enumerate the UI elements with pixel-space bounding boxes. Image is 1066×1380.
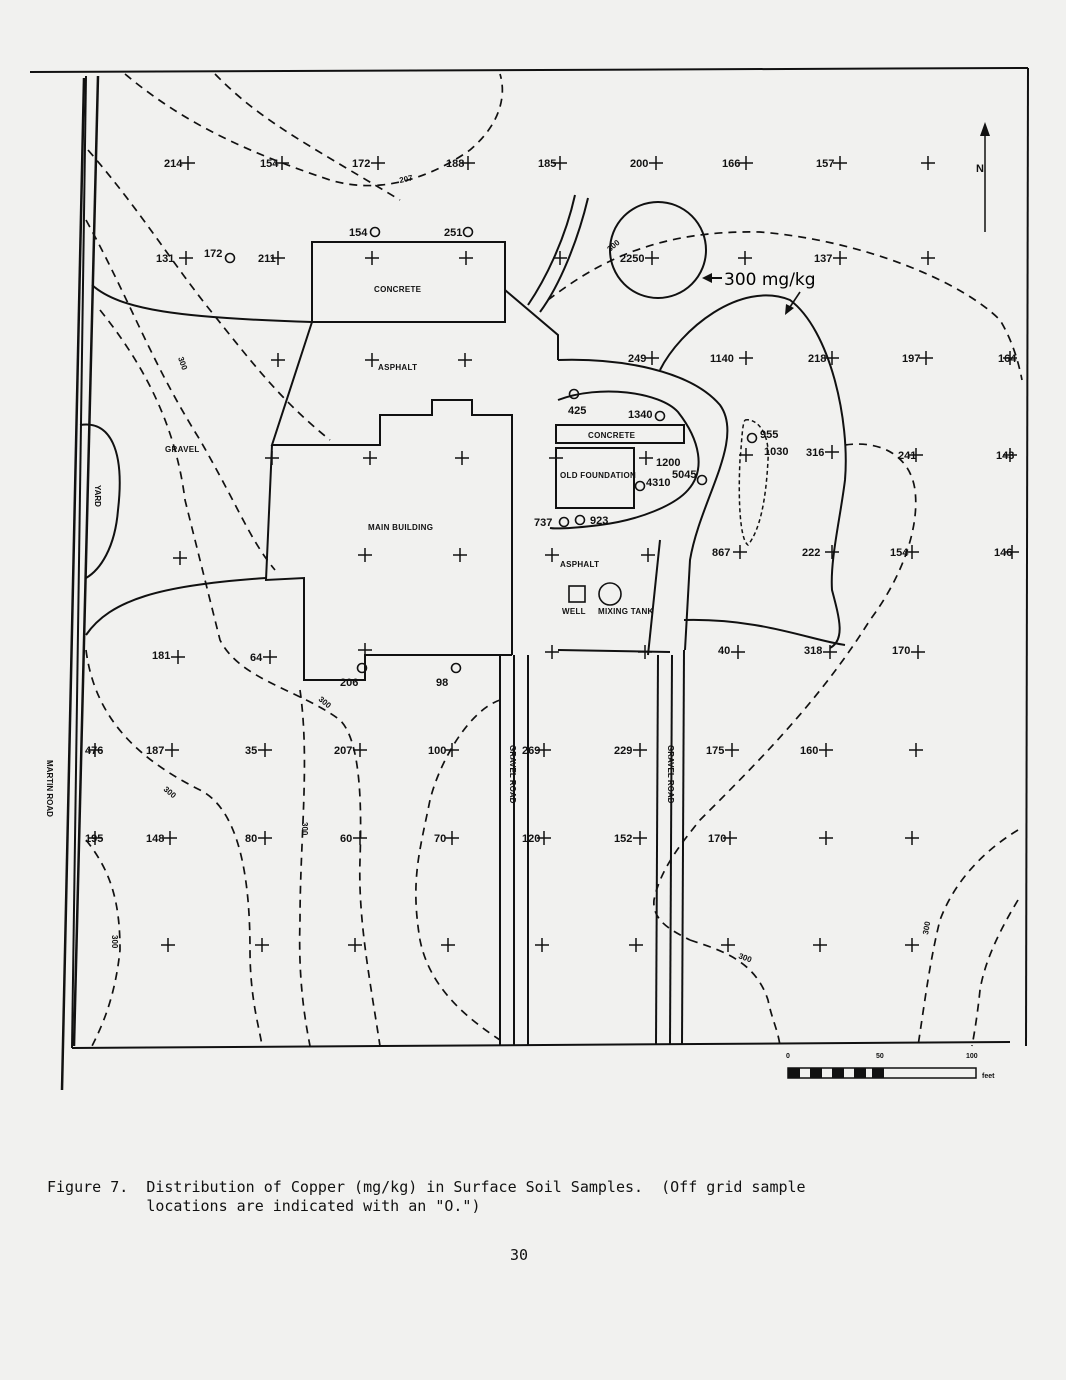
sample-marker: [629, 938, 643, 952]
sample-marker: [549, 451, 563, 465]
area-label-yard: YARD: [93, 485, 102, 507]
sample-value-label: 170: [708, 833, 727, 845]
sample-value-label: 318: [804, 645, 823, 657]
sample-marker: [258, 831, 272, 845]
sample-marker: [638, 645, 652, 659]
sample-marker: [453, 548, 467, 562]
offgrid-sample-marker: [452, 664, 461, 673]
sample-value-label: 160: [800, 745, 819, 757]
area-label-well: WELL: [562, 607, 586, 616]
sample-marker: [363, 451, 377, 465]
sample-value-label: 35: [245, 745, 258, 757]
contour-label: 300: [300, 822, 309, 836]
site-outlines: [80, 195, 846, 1046]
area-label-main-building: MAIN BUILDING: [368, 523, 434, 532]
offgrid-sample-marker: [464, 228, 473, 237]
martin-road-label: MARTIN ROAD: [45, 760, 54, 817]
sample-value-label: 164: [998, 353, 1017, 365]
sample-value-label: 206: [340, 677, 359, 689]
sample-marker: [819, 831, 833, 845]
sample-marker: [365, 353, 379, 367]
sample-value-label: 40: [718, 645, 731, 657]
sample-marker: [633, 831, 647, 845]
sample-value-label: 181: [152, 650, 171, 662]
scale-bar: [786, 1053, 995, 1080]
page-number: 30: [510, 1246, 529, 1264]
sample-marker: [265, 451, 279, 465]
sample-marker: [371, 156, 385, 170]
sample-marker: [921, 251, 935, 265]
area-label-concrete: CONCRETE: [374, 285, 422, 294]
sample-marker: [641, 548, 655, 562]
sample-value-label: 955: [760, 429, 779, 441]
sample-value-label: 188: [446, 158, 465, 170]
sample-value-label: 146: [994, 547, 1013, 559]
offgrid-sample-marker: [656, 412, 665, 421]
sample-layer: [85, 156, 1019, 952]
sample-value-label: 154: [349, 227, 368, 239]
sample-marker: [365, 251, 379, 265]
sample-value-label: 195: [85, 833, 104, 845]
north-arrow: [976, 122, 990, 232]
sample-marker: [919, 351, 933, 365]
sample-marker: [163, 831, 177, 845]
sample-marker: [645, 251, 659, 265]
contour-label-group: [110, 173, 932, 964]
sample-value-label: 187: [146, 745, 165, 757]
sample-value-label: 120: [522, 833, 541, 845]
contour-label: 207: [398, 173, 414, 185]
sample-value-label: 1140: [710, 353, 734, 365]
sample-value-label: 64: [250, 652, 263, 664]
sample-marker: [639, 451, 653, 465]
sample-marker: [358, 548, 372, 562]
mixing-tank-symbol: [599, 583, 621, 605]
well-and-tank-symbols: [569, 583, 621, 605]
sample-marker: [721, 938, 735, 952]
sample-marker: [921, 156, 935, 170]
sample-value-label: 737: [534, 517, 553, 529]
sample-marker: [725, 743, 739, 757]
sample-value-label: 241: [898, 450, 917, 462]
sample-value-label: 170: [892, 645, 911, 657]
contour-callout-label: 300 mg/kg: [724, 270, 816, 290]
sample-value-label: 157: [816, 158, 835, 170]
sample-value-label: 137: [814, 253, 833, 265]
sample-marker: [545, 548, 559, 562]
sample-value-label: 131: [156, 253, 175, 265]
sample-marker: [909, 743, 923, 757]
scale-tick-100: 100: [966, 1053, 978, 1060]
sample-value-label: 80: [245, 833, 258, 845]
sample-marker: [633, 743, 647, 757]
sample-marker: [348, 938, 362, 952]
sample-marker: [353, 831, 367, 845]
offgrid-sample-marker: [226, 254, 235, 263]
sample-value-label: 166: [722, 158, 741, 170]
sample-value-label: 229: [614, 745, 633, 757]
sample-marker: [833, 156, 847, 170]
area-label-mixing-tank: MIXING TANK: [598, 607, 654, 616]
sample-value-label: 4310: [646, 477, 671, 489]
sample-value-label: 60: [340, 833, 353, 845]
sample-marker: [271, 353, 285, 367]
sample-marker: [263, 650, 277, 664]
sample-value-label: 218: [808, 353, 827, 365]
area-label-gravel-road-1: GRAVEL ROAD: [508, 745, 517, 804]
sample-value-label: 476: [85, 745, 104, 757]
contour-label: 300: [316, 694, 333, 711]
sample-value-label: 425: [568, 405, 587, 417]
sample-marker: [825, 545, 839, 559]
sample-value-label: 269: [522, 745, 541, 757]
sample-marker: [649, 156, 663, 170]
sample-value-label: 222: [802, 547, 821, 559]
sample-value-label: 207: [334, 745, 353, 757]
sample-marker: [911, 645, 925, 659]
scale-tick-0: 0: [786, 1053, 790, 1060]
sample-value-label: 152: [614, 833, 633, 845]
scale-unit: feet: [982, 1073, 995, 1080]
sample-marker: [173, 551, 187, 565]
sample-marker: [645, 351, 659, 365]
area-label-asphalt: ASPHALT: [378, 363, 418, 372]
sample-marker: [441, 938, 455, 952]
sample-marker: [179, 251, 193, 265]
sample-marker: [819, 743, 833, 757]
sample-marker: [825, 445, 839, 459]
sample-marker: [813, 938, 827, 952]
sample-value-label: 249: [628, 353, 647, 365]
well-symbol: [569, 586, 585, 602]
sample-marker: [165, 743, 179, 757]
sample-marker: [458, 353, 472, 367]
sample-marker: [455, 451, 469, 465]
sample-marker: [171, 650, 185, 664]
sample-value-label: 172: [204, 248, 223, 260]
sample-value-label: 175: [706, 745, 725, 757]
sample-value-label: 867: [712, 547, 731, 559]
figure-caption: [47, 1178, 1007, 1216]
sample-marker: [823, 645, 837, 659]
sample-marker: [445, 831, 459, 845]
scale-tick-50: 50: [876, 1053, 884, 1060]
sample-marker: [825, 351, 839, 365]
sample-value-label: 100: [428, 745, 447, 757]
sample-marker: [161, 938, 175, 952]
contour-label: 300: [176, 355, 190, 372]
offgrid-sample-marker: [698, 476, 707, 485]
sample-marker: [739, 351, 753, 365]
sample-marker: [738, 251, 752, 265]
sample-marker: [258, 743, 272, 757]
caption-text: Distribution of Copper (mg/kg) in Surface Soil Samples. (Off grid sample locations are indicated with an "O."): [146, 1178, 806, 1215]
sample-marker: [353, 743, 367, 757]
sample-value-label: 148: [146, 833, 165, 845]
contour-label: 300: [605, 238, 622, 254]
caption-label: Figure 7.: [47, 1178, 129, 1196]
sample-value-label: 211: [258, 253, 276, 265]
sample-marker: [459, 251, 473, 265]
sample-value-label: 316: [806, 447, 825, 459]
north-label: N: [976, 163, 984, 175]
sample-value-label: 154: [890, 547, 909, 559]
sample-value-label: 197: [902, 353, 921, 365]
sample-marker: [535, 938, 549, 952]
sample-marker: [181, 156, 195, 170]
area-label-gravel: GRAVEL: [165, 445, 200, 454]
contour-label: 300: [161, 784, 178, 801]
sample-marker: [739, 156, 753, 170]
sample-marker: [545, 645, 559, 659]
offgrid-sample-marker: [748, 434, 757, 443]
sample-value-label: 154: [260, 158, 279, 170]
area-label-concrete-small: CONCRETE: [588, 431, 636, 440]
area-label-old-foundation: OLD FOUNDATION: [560, 471, 637, 480]
offgrid-sample-marker: [371, 228, 380, 237]
sample-marker: [255, 938, 269, 952]
sample-value-label: 1200: [656, 457, 681, 469]
contour-label: 300: [921, 920, 933, 936]
sample-marker: [733, 545, 747, 559]
contour-label: 300: [110, 935, 119, 949]
area-label-asphalt-mid: ASPHALT: [560, 560, 600, 569]
sample-value-label: 2250: [620, 253, 645, 265]
sample-marker: [731, 645, 745, 659]
offgrid-sample-marker: [560, 518, 569, 527]
sample-value-label: 5045: [672, 469, 697, 481]
sample-marker: [833, 251, 847, 265]
sample-value-label: 1030: [764, 446, 789, 458]
sample-value-label: 923: [590, 515, 609, 527]
offgrid-sample-marker: [576, 516, 585, 525]
martin-road: [62, 76, 98, 1090]
sample-marker: [905, 938, 919, 952]
sample-value-label: 200: [630, 158, 649, 170]
sample-value-label: 172: [352, 158, 371, 170]
sample-marker: [739, 448, 753, 462]
sample-value-label: 214: [164, 158, 183, 170]
contour-lines: [86, 74, 1022, 1046]
sample-marker: [905, 831, 919, 845]
sample-value-label: 143: [996, 450, 1015, 462]
offgrid-sample-marker: [636, 482, 645, 491]
sample-value-label: 1340: [628, 409, 653, 421]
contour-label: 300: [737, 951, 753, 965]
sample-value-label: 185: [538, 158, 557, 170]
sample-value-label: 98: [436, 677, 449, 689]
sample-value-label: 251: [444, 227, 463, 239]
sample-value-label: 70: [434, 833, 447, 845]
area-label-gravel-road-2: GRAVEL ROAD: [666, 745, 675, 804]
